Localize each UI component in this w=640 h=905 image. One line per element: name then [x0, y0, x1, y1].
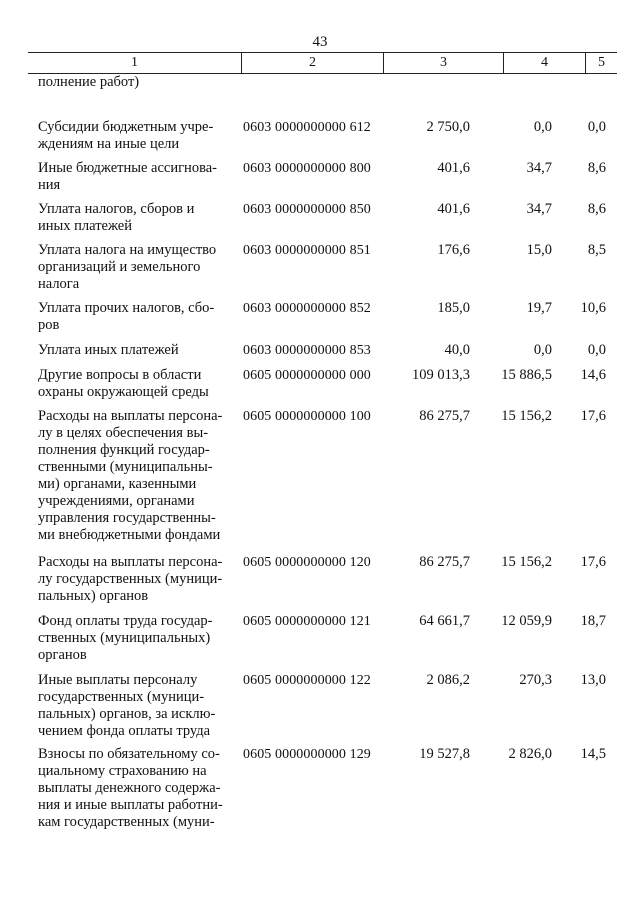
row-value-col3: 401,6 — [437, 201, 470, 217]
row-value-col5: 13,0 — [580, 672, 606, 688]
row-value-col3: 176,6 — [437, 242, 470, 258]
row-value-col4: 2 826,0 — [508, 746, 552, 762]
row-name: Иные бюджетные ассигнова- ния — [38, 160, 217, 193]
row-value-col5: 18,7 — [580, 613, 606, 629]
row-value-col5: 14,5 — [580, 746, 606, 762]
row-name: Иные выплаты персоналу государственных (муници- пальных) органов, за исклю- чением фонда оплаты труда — [38, 672, 216, 739]
header-col-2: 2 — [242, 53, 384, 73]
row-code: 0603 0000000000 851 — [243, 243, 371, 258]
row-value-col5: 8,6 — [587, 201, 606, 217]
row-value-col3: 64 661,7 — [419, 613, 470, 629]
header-col-5: 5 — [598, 55, 605, 70]
row-value-col4: 19,7 — [526, 300, 552, 316]
row-value-col4: 15 156,2 — [501, 408, 552, 424]
row-name: Расходы на выплаты персона- лу государственных (муници- пальных) органов — [38, 554, 223, 604]
row-value-col4: 12 059,9 — [501, 613, 552, 629]
row-value-col3: 109 013,3 — [412, 367, 470, 383]
row-value-col3: 185,0 — [437, 300, 470, 316]
row-value-col4: 34,7 — [526, 201, 552, 217]
row-code: 0603 0000000000 853 — [243, 343, 371, 358]
row-value-col4: 34,7 — [526, 160, 552, 176]
row-value-col5: 8,5 — [587, 242, 606, 258]
row-name: Фонд оплаты труда государ- ственных (муниципальных) органов — [38, 613, 213, 663]
row-value-col4: 270,3 — [519, 672, 552, 688]
row-value-col5: 17,6 — [580, 408, 606, 424]
row-name: Расходы на выплаты персона- лу в целях обеспечения вы- полнения функций государ- ственными (муниципальны- ми) органами, казенными учреждениями, органами управления государственны- ми внебюджетными фондами — [38, 408, 223, 543]
row-code: 0605 0000000000 100 — [243, 409, 371, 424]
row-value-col3: 86 275,7 — [419, 408, 470, 424]
row-value-col3: 86 275,7 — [419, 554, 470, 570]
row-value-col4: 15 156,2 — [501, 554, 552, 570]
row-value-col5: 14,6 — [580, 367, 606, 383]
header-col-1: 1 — [28, 53, 242, 73]
row-value-col3: 401,6 — [437, 160, 470, 176]
row-value-col5: 10,6 — [580, 300, 606, 316]
row-code: 0605 0000000000 000 — [243, 368, 371, 383]
header-col-3: 3 — [384, 53, 504, 73]
row-name: Уплата налогов, сборов и иных платежей — [38, 201, 195, 234]
row-value-col4: 15,0 — [526, 242, 552, 258]
row-value-col3: 2 086,2 — [426, 672, 470, 688]
row-name: Другие вопросы в области охраны окружающей среды — [38, 367, 209, 400]
row-value-col5: 0,0 — [587, 342, 606, 358]
row-code: 0605 0000000000 121 — [243, 614, 371, 629]
row-value-col5: 0,0 — [587, 119, 606, 135]
row-value-col5: 17,6 — [580, 554, 606, 570]
row-value-col4: 15 886,5 — [501, 367, 552, 383]
row-code: 0603 0000000000 612 — [243, 120, 371, 135]
row-name: Уплата налога на имущество организаций и земельного налога — [38, 242, 217, 292]
row-code: 0605 0000000000 120 — [243, 555, 371, 570]
row-value-col4: 0,0 — [533, 342, 552, 358]
row-name: Взносы по обязательному со- циальному страхованию на выплаты денежного содержа- ния и иные выплаты работни- кам государственных (муни- — [38, 746, 223, 830]
row-name: Субсидии бюджетным учре- ждениям на иные цели — [38, 119, 214, 152]
row-name: Уплата прочих налогов, сбо- ров — [38, 300, 215, 333]
header-col-4: 4 — [504, 53, 586, 73]
row-value-col3: 2 750,0 — [426, 119, 470, 135]
row-code: 0605 0000000000 129 — [243, 747, 371, 762]
row-name: Уплата иных платежей — [38, 342, 179, 358]
row-code: 0603 0000000000 852 — [243, 301, 371, 316]
row-value-col3: 40,0 — [444, 342, 470, 358]
page-number: 43 — [312, 34, 328, 50]
row-value-col3: 19 527,8 — [419, 746, 470, 762]
row-value-col5: 8,6 — [587, 160, 606, 176]
row-value-col4: 0,0 — [533, 119, 552, 135]
row-code: 0605 0000000000 122 — [243, 673, 371, 688]
row-code: 0603 0000000000 800 — [243, 161, 371, 176]
row-code: 0603 0000000000 850 — [243, 202, 371, 217]
continuation-text: полнение работ) — [38, 74, 140, 90]
